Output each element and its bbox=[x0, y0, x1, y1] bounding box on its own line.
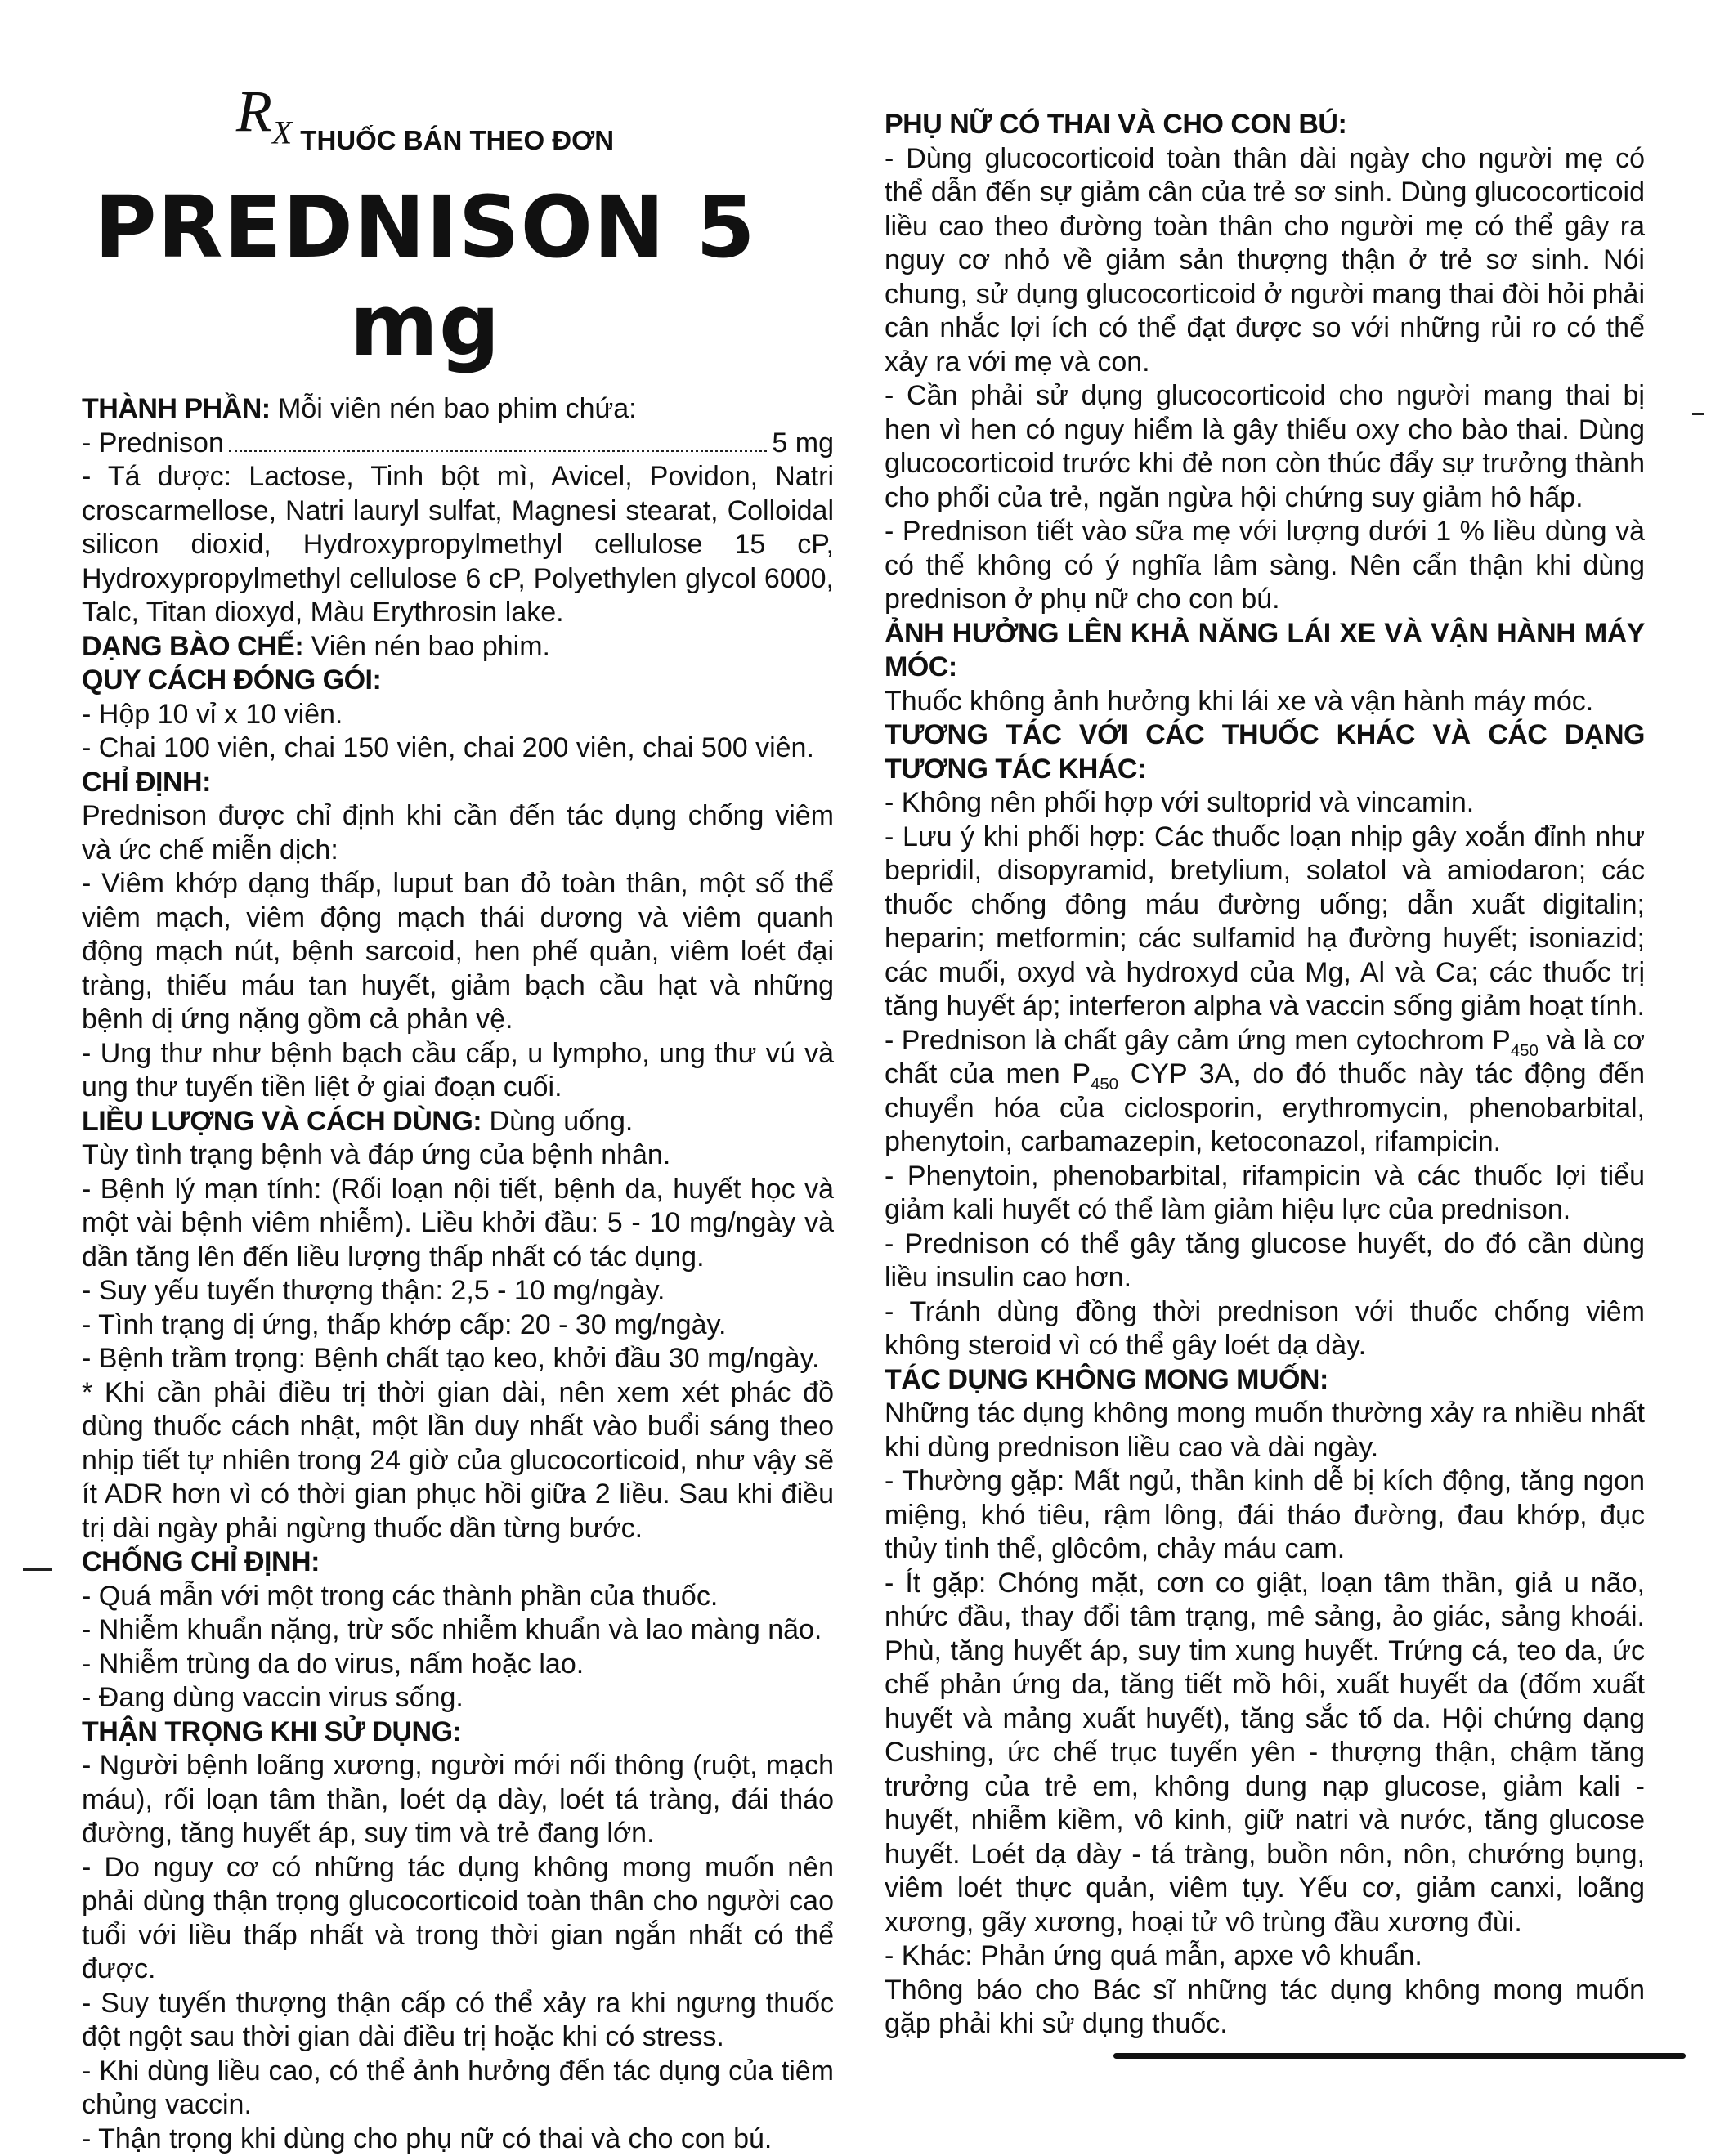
interactions-paragraph: - Lưu ý khi phối hợp: Các thuốc loạn nhịp gây xoắn đỉnh như bepridil, disopyramid, bretylium, solatol và amiodaron; các thuốc chống đông máu đường uống; dẫn xuất digitalin; heparin; metformin; các sulfamid hạ đường huyết; isoniazid; các muối, oxyd và hydroxyd của Mg, Al và Ca; các thuốc trị tăng huyết áp; interferon alpha và vaccin sống giảm hoạt tính. bbox=[885, 821, 1645, 1024]
dosage-heading: LIỀU LƯỢNG VÀ CÁCH DÙNG: bbox=[82, 1106, 482, 1137]
precautions-paragraph: - Thận trọng khi dùng cho phụ nữ có thai và cho con bú. bbox=[82, 2122, 834, 2156]
dot-leader bbox=[229, 450, 768, 452]
indications-paragraph: Prednison được chỉ định khi cần đến tác dụng chống viêm và ức chế miễn dịch: bbox=[82, 799, 834, 867]
precautions-heading: THẬN TRỌNG KHI SỬ DỤNG: bbox=[82, 1715, 834, 1750]
contraindication-line: - Nhiễm trùng da do virus, nấm hoặc lao. bbox=[82, 1648, 834, 1682]
contraindication-line: - Quá mẫn với một trong các thành phần của thuốc. bbox=[82, 1580, 834, 1614]
dosage-paragraph: Tùy tình trạng bệnh và đáp ứng của bệnh nhân. bbox=[82, 1138, 834, 1173]
dosage-inline: Dùng uống. bbox=[490, 1106, 634, 1137]
leaflet-header bbox=[82, 96, 768, 374]
rx-label: THUỐC BÁN THEO ĐƠN bbox=[300, 119, 614, 162]
side-effects-paragraph: Những tác dụng không mong muốn thường xảy ra nhiều nhất khi dùng prednison liều cao và dài ngày. bbox=[885, 1397, 1645, 1465]
rx-symbol: $R_X$ bbox=[236, 82, 292, 162]
active-ingredient-name: - Prednison bbox=[82, 427, 224, 461]
indications-heading: CHỈ ĐỊNH: bbox=[82, 766, 834, 800]
indications-paragraph: - Ung thư như bệnh bạch cầu cấp, u lympho, ung thư vú và ung thư tuyến tiền liệt ở giai đoạn cuối. bbox=[82, 1037, 834, 1105]
dosage-form-text: Viên nén bao phim. bbox=[311, 631, 550, 662]
pregnancy-heading: PHỤ NỮ CÓ THAI VÀ CHO CON BÚ: bbox=[885, 108, 1645, 142]
dosage-form-line bbox=[82, 630, 834, 664]
dosage-form-heading: DẠNG BÀO CHẾ: bbox=[82, 631, 303, 662]
driving-heading: ẢNH HƯỞNG LÊN KHẢ NĂNG LÁI XE VÀ VẬN HÀNH MÁY MÓC: bbox=[885, 617, 1645, 685]
composition-intro: Mỗi viên nén bao phim chứa: bbox=[278, 393, 637, 424]
contraindication-line: - Nhiễm khuẩn nặng, trừ sốc nhiễm khuẩn và lao màng não. bbox=[82, 1613, 834, 1648]
excipients: - Tá dược: Lactose, Tinh bột mì, Avicel, Povidon, Natri croscarmellose, Natri lauryl sulfat, Magnesi stearat, Colloidal silicon dioxid, Hydroxypropylmethyl cellulose 15 cP, Hydroxypropylmethyl cellulose 6 cP, Polyethylen glycol 6000, Talc, Titan dioxyd, Màu Erythrosin lake. bbox=[82, 460, 834, 630]
bottom-rule bbox=[1113, 2053, 1686, 2059]
interactions-paragraph-cytochrome: - Prednison là chất gây cảm ứng men cytochrom $P_{450}$ và là cơ chất của men $P_{450}$ CYP 3A, do đó thuốc này tác động đến chuyển hóa của ciclosporin, erythromycin, phenobarbital, phenytoin, carbamazepin, ketoconazol, rifampicin. bbox=[885, 1024, 1645, 1160]
contraindications-heading: CHỐNG CHỈ ĐỊNH: bbox=[82, 1545, 834, 1580]
interactions-paragraph: - Prednison có thể gây tăng glucose huyết, do đó cần dùng liều insulin cao hơn. bbox=[885, 1228, 1645, 1295]
packaging-heading: QUY CÁCH ĐÓNG GÓI: bbox=[82, 664, 834, 698]
pregnancy-paragraph: - Prednison tiết vào sữa mẹ với lượng dưới 1 % liều dùng và có thể không có ý nghĩa lâm sàng. Nên cẩn thận khi dùng prednison ở phụ nữ cho con bú. bbox=[885, 515, 1645, 617]
side-effects-paragraph: - Ít gặp: Chóng mặt, cơn co giật, loạn tâm thần, giả u não, nhức đầu, thay đổi tâm trạng, mê sảng, ảo giác, sảng khoái. Phù, tăng huyết áp, suy tim xung huyết. Trứng cá, teo da, ức chế phản ứng da, tăng tiết mồ hôi, xuất huyết da (đốm xuất huyết và mảng xuất huyết), tăng sắc tố da. Hội chứng dạng Cushing, ức chế trục tuyến yên - thượng thận, chậm tăng trưởng của trẻ em, không dung nạp glucose, giảm kali - huyết, nhiễm kiềm, vô kinh, giữ natri và nước, tăng glucose huyết. Loét dạ dày - tá tràng, buồn nôn, nôn, chướng bụng, viêm loét thực quản, viêm tụy. Yếu cơ, giảm canxi, loãng xương, gãy xương, hoại tử vô trùng đầu xương đùi. bbox=[885, 1567, 1645, 1940]
precautions-paragraph: - Do nguy cơ có những tác dụng không mong muốn nên phải dùng thận trọng glucocorticoid toàn thân cho người cao tuổi với liều thấp nhất và trong thời gian ngắn nhất có thể được. bbox=[82, 1851, 834, 1987]
packaging-line: - Chai 100 viên, chai 150 viên, chai 200 viên, chai 500 viên. bbox=[82, 731, 834, 766]
interactions-heading: TƯƠNG TÁC VỚI CÁC THUỐC KHÁC VÀ CÁC DẠNG TƯƠNG TÁC KHÁC: bbox=[885, 718, 1645, 786]
precautions-paragraph: - Người bệnh loãng xương, người mới nối thông (ruột, mạch máu), rối loạn tâm thần, loét dạ dày, loét tá tràng, đái tháo đường, tăng huyết áp, suy tim và trẻ đang lớn. bbox=[82, 1749, 834, 1851]
pregnancy-paragraph: - Dùng glucocorticoid toàn thân dài ngày cho người mẹ có thể dẫn đến sự giảm cân của trẻ sơ sinh. Dùng glucocorticoid liều cao theo đường toàn thân cho người mẹ có thể gây ra nguy cơ nhỏ về giảm sản thượng thận ở trẻ sơ sinh. Nói chung, sử dụng glucocorticoid ở người mang thai đòi hỏi phải cân nhắc lợi ích có thể đạt được so với những rủi ro có thể xảy ra với mẹ và con. bbox=[885, 142, 1645, 380]
pregnancy-paragraph: - Cần phải sử dụng glucocorticoid cho người mang thai bị hen vì hen có nguy hiểm là gây thiếu oxy cho bào thai. Dùng glucocorticoid trước khi đẻ non còn thúc đẩy sự trưởng thành cho phổi của trẻ, ngăn ngừa hội chứng suy giảm hô hấp. bbox=[885, 379, 1645, 515]
side-effects-paragraph: - Thường gặp: Mất ngủ, thần kinh dễ bị kích động, tăng ngon miệng, khó tiêu, rậm lông, đái tháo đường, đau khớp, đục thủy tinh thể, glôcôm, chảy máu cam. bbox=[885, 1465, 1645, 1567]
composition-heading: THÀNH PHẦN: bbox=[82, 393, 271, 424]
dosage-heading-line bbox=[82, 1105, 834, 1139]
side-effects-heading: TÁC DỤNG KHÔNG MONG MUỐN: bbox=[885, 1363, 1645, 1398]
interactions-paragraph: - Không nên phối hợp với sultoprid và vincamin. bbox=[885, 786, 1645, 821]
active-ingredient-amount: 5 mg bbox=[772, 427, 834, 461]
scan-mark bbox=[1692, 413, 1704, 415]
indications-paragraph: - Viêm khớp dạng thấp, luput ban đỏ toàn thân, một số thể viêm mạch, viêm động mạch thái dương và viêm quanh động mạch nút, bệnh sarcoid, hen phế quản, viêm loét đại tràng, thiếu máu tan huyết, giảm bạch cầu hạt và những bệnh dị ứng nặng gồm cả phản vệ. bbox=[82, 867, 834, 1037]
driving-text: Thuốc không ảnh hưởng khi lái xe và vận hành máy móc. bbox=[885, 685, 1645, 719]
contraindication-line: - Đang dùng vaccin virus sống. bbox=[82, 1681, 834, 1715]
side-effects-paragraph: - Khác: Phản ứng quá mẫn, apxe vô khuẩn. bbox=[885, 1939, 1645, 1974]
scan-mark bbox=[23, 1568, 52, 1571]
dosage-paragraph: * Khi cần phải điều trị thời gian dài, nên xem xét phác đồ dùng thuốc cách nhật, một lần duy nhất vào buổi sáng theo nhịp tiết tự nhiên trong 24 giờ của glucocorticoid, như vậy sẽ ít ADR hơn vì có thời gian phục hồi giữa 2 liều. Sau khi điều trị dài ngày phải ngừng thuốc dần từng bước. bbox=[82, 1376, 834, 1546]
interactions-paragraph: - Phenytoin, phenobarbital, rifampicin và các thuốc lợi tiểu giảm kali huyết có thể làm giảm hiệu lực của prednison. bbox=[885, 1160, 1645, 1228]
active-ingredient-row bbox=[82, 427, 834, 461]
precautions-paragraph: - Khi dùng liều cao, có thể ảnh hưởng đến tác dụng của tiêm chủng vaccin. bbox=[82, 2055, 834, 2122]
side-effects-paragraph: Thông báo cho Bác sĩ những tác dụng không mong muốn gặp phải khi sử dụng thuốc. bbox=[885, 1974, 1645, 2042]
dosage-paragraph: - Tình trạng dị ứng, thấp khớp cấp: 20 - 30 mg/ngày. bbox=[82, 1308, 834, 1343]
rx-line bbox=[82, 96, 768, 162]
dosage-paragraph: - Suy yếu tuyến thượng thận: 2,5 - 10 mg/ngày. bbox=[82, 1274, 834, 1308]
left-column bbox=[82, 96, 834, 2156]
composition-intro-line bbox=[82, 392, 834, 427]
precautions-paragraph: - Suy tuyến thượng thận cấp có thể xảy ra khi ngưng thuốc đột ngột sau thời gian dài điều trị hoặc khi có stress. bbox=[82, 1987, 834, 2055]
packaging-line: - Hộp 10 vỉ x 10 viên. bbox=[82, 698, 834, 732]
interactions-paragraph: - Tránh dùng đồng thời prednison với thuốc chống viêm không steroid vì có thể gây loét dạ dày. bbox=[885, 1295, 1645, 1363]
product-title: PREDNISON 5 mg bbox=[82, 178, 768, 374]
dosage-paragraph: - Bệnh trầm trọng: Bệnh chất tạo keo, khởi đầu 30 mg/ngày. bbox=[82, 1342, 834, 1376]
dosage-paragraph: - Bệnh lý mạn tính: (Rối loạn nội tiết, bệnh da, huyết học và một vài bệnh viêm nhiễm). Liều khởi đầu: 5 - 10 mg/ngày và dần tăng lên đến liều lượng thấp nhất có tác dụng. bbox=[82, 1173, 834, 1275]
right-column bbox=[885, 108, 1645, 2042]
